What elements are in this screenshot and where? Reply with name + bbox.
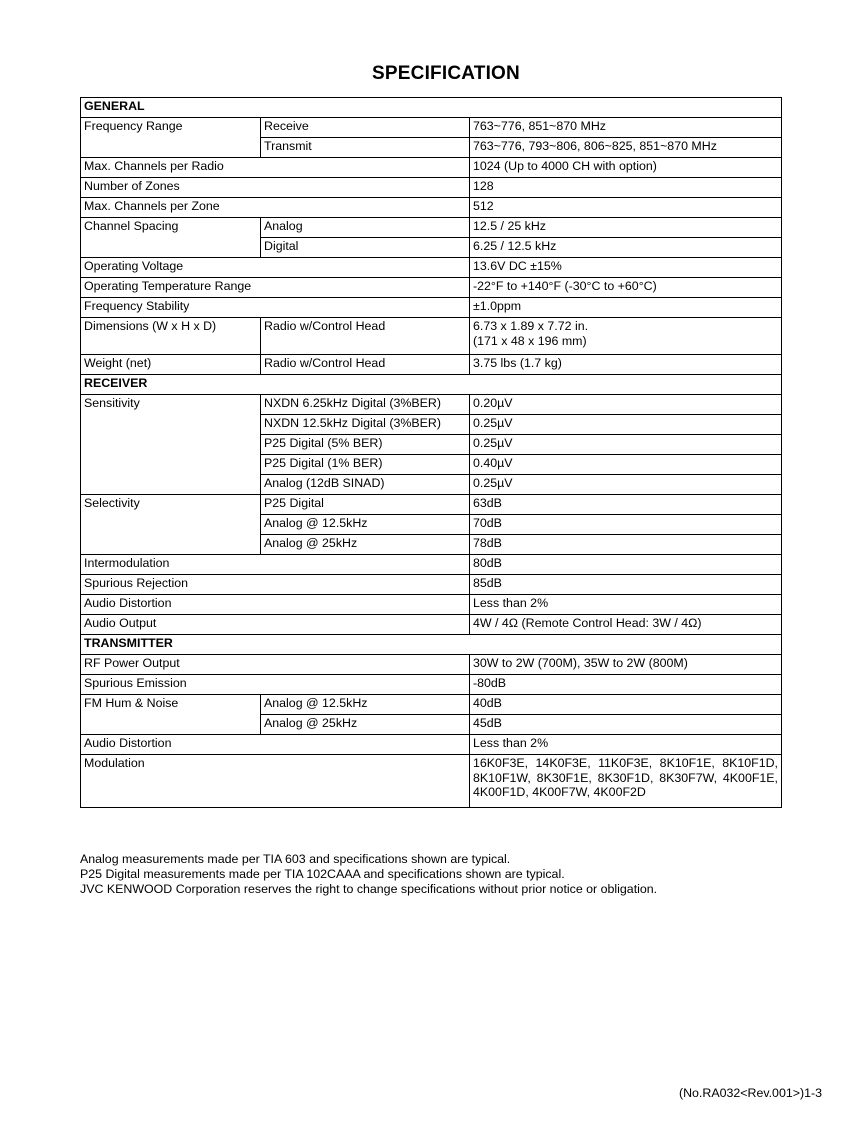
spec-value: 78dB (470, 535, 782, 555)
spec-value: 0.25µV (470, 435, 782, 455)
spec-sublabel: P25 Digital (1% BER) (261, 455, 470, 475)
table-row (81, 395, 782, 415)
spec-label: Modulation (81, 755, 470, 808)
spec-value-modulation: 16K0F3E, 14K0F3E, 11K0F3E, 8K10F1E, 8K10F1D, 8K10F1W, 8K30F1E, 8K30F1D, 8K30F7W, 4K00F1E, 4K00F1D, 4K00F7W, 4K00F2D (470, 755, 782, 808)
spec-sublabel: Digital (261, 238, 470, 258)
table-row (81, 298, 782, 318)
spec-value: 6.25 / 12.5 kHz (470, 238, 782, 258)
section-heading-receiver: RECEIVER (81, 375, 782, 395)
spec-value: 4W / 4Ω (Remote Control Head: 3W / 4Ω) (470, 615, 782, 635)
spec-sublabel: Analog (261, 218, 470, 238)
section-row-general (81, 98, 782, 118)
spec-sublabel: Radio w/Control Head (261, 318, 470, 355)
table-row (81, 495, 782, 515)
spec-label-selectivity: Selectivity (81, 495, 261, 555)
spec-label: Operating Temperature Range (81, 278, 470, 298)
table-row (81, 198, 782, 218)
footnote: Analog measurements made per TIA 603 and specifications shown are typical. (80, 852, 511, 866)
spec-sublabel: Analog @ 12.5kHz (261, 515, 470, 535)
spec-label: Dimensions (W x H x D) (81, 318, 261, 355)
spec-value: 85dB (470, 575, 782, 595)
spec-value-dimensions (470, 318, 782, 355)
section-row-transmitter (81, 635, 782, 655)
spec-label-channel-spacing: Channel Spacing (81, 218, 261, 258)
table-row (81, 158, 782, 178)
footnote: P25 Digital measurements made per TIA 102CAAA and specifications shown are typical. (80, 867, 565, 881)
spec-value: 13.6V DC ±15% (470, 258, 782, 278)
spec-label: Spurious Rejection (81, 575, 470, 595)
spec-label: RF Power Output (81, 655, 470, 675)
spec-value: 512 (470, 198, 782, 218)
spec-value-transmit: 763~776, 793~806, 806~825, 851~870 MHz (470, 138, 782, 158)
spec-value: -80dB (470, 675, 782, 695)
spec-label-sensitivity: Sensitivity (81, 395, 261, 495)
spec-value: 0.40µV (470, 455, 782, 475)
spec-label: Number of Zones (81, 178, 470, 198)
spec-label-fm-hum-noise: FM Hum & Noise (81, 695, 261, 735)
table-row (81, 755, 782, 808)
page-number: (No.RA032<Rev.001>)1-3 (678, 1086, 822, 1100)
footnote: JVC KENWOOD Corporation reserves the right to change specifications without prior notice or obligation. (80, 882, 658, 896)
spec-value: Less than 2% (470, 595, 782, 615)
spec-value: 30W to 2W (700M), 35W to 2W (800M) (470, 655, 782, 675)
spec-value: 63dB (470, 495, 782, 515)
page-title: SPECIFICATION (372, 63, 520, 84)
spec-sublabel: Analog @ 25kHz (261, 715, 470, 735)
spec-label: Spurious Emission (81, 675, 470, 695)
spec-label: Intermodulation (81, 555, 470, 575)
spec-sublabel: Radio w/Control Head (261, 355, 470, 375)
spec-sublabel: Analog @ 12.5kHz (261, 695, 470, 715)
spec-value: 1024 (Up to 4000 CH with option) (470, 158, 782, 178)
dimensions-inches: 6.73 x 1.89 x 7.72 in. (473, 319, 589, 333)
table-row (81, 278, 782, 298)
spec-label: Frequency Stability (81, 298, 470, 318)
spec-value: 0.25µV (470, 415, 782, 435)
section-heading-transmitter: TRANSMITTER (81, 635, 782, 655)
spec-value: 128 (470, 178, 782, 198)
table-row (81, 595, 782, 615)
spec-label: Operating Voltage (81, 258, 470, 278)
spec-sublabel: NXDN 6.25kHz Digital (3%BER) (261, 395, 470, 415)
table-row (81, 655, 782, 675)
spec-value: 80dB (470, 555, 782, 575)
spec-sublabel: Analog @ 25kHz (261, 535, 470, 555)
spec-label: Audio Distortion (81, 735, 470, 755)
dimensions-mm: (171 x 48 x 196 mm) (473, 333, 587, 348)
spec-value: 40dB (470, 695, 782, 715)
spec-label: Max. Channels per Zone (81, 198, 470, 218)
spec-label: Audio Distortion (81, 595, 470, 615)
footnotes (80, 852, 657, 897)
spec-value: 0.20µV (470, 395, 782, 415)
spec-sublabel: Analog (12dB SINAD) (261, 475, 470, 495)
spec-value: 12.5 / 25 kHz (470, 218, 782, 238)
spec-value: ±1.0ppm (470, 298, 782, 318)
spec-value-receive: 763~776, 851~870 MHz (470, 118, 782, 138)
spec-sublabel: NXDN 12.5kHz Digital (3%BER) (261, 415, 470, 435)
table-row (81, 355, 782, 375)
table-row (81, 675, 782, 695)
specification-table (80, 97, 782, 808)
table-row (81, 555, 782, 575)
spec-label: Audio Output (81, 615, 470, 635)
spec-sublabel: P25 Digital (261, 495, 470, 515)
table-row (81, 318, 782, 355)
spec-value: 45dB (470, 715, 782, 735)
spec-label: Weight (net) (81, 355, 261, 375)
table-row (81, 615, 782, 635)
spec-value: 70dB (470, 515, 782, 535)
spec-sublabel-receive: Receive (261, 118, 470, 138)
spec-value: -22°F to +140°F (-30°C to +60°C) (470, 278, 782, 298)
section-heading-general: GENERAL (81, 98, 782, 118)
spec-sublabel-transmit: Transmit (261, 138, 470, 158)
table-row (81, 258, 782, 278)
spec-sublabel: P25 Digital (5% BER) (261, 435, 470, 455)
spec-value: Less than 2% (470, 735, 782, 755)
table-row (81, 178, 782, 198)
table-row (81, 695, 782, 715)
spec-value: 0.25µV (470, 475, 782, 495)
table-row (81, 218, 782, 238)
spec-label: Max. Channels per Radio (81, 158, 470, 178)
spec-value: 3.75 lbs (1.7 kg) (470, 355, 782, 375)
table-row (81, 735, 782, 755)
spec-label-frequency-range: Frequency Range (81, 118, 261, 158)
table-row (81, 575, 782, 595)
table-row (81, 118, 782, 138)
section-row-receiver (81, 375, 782, 395)
